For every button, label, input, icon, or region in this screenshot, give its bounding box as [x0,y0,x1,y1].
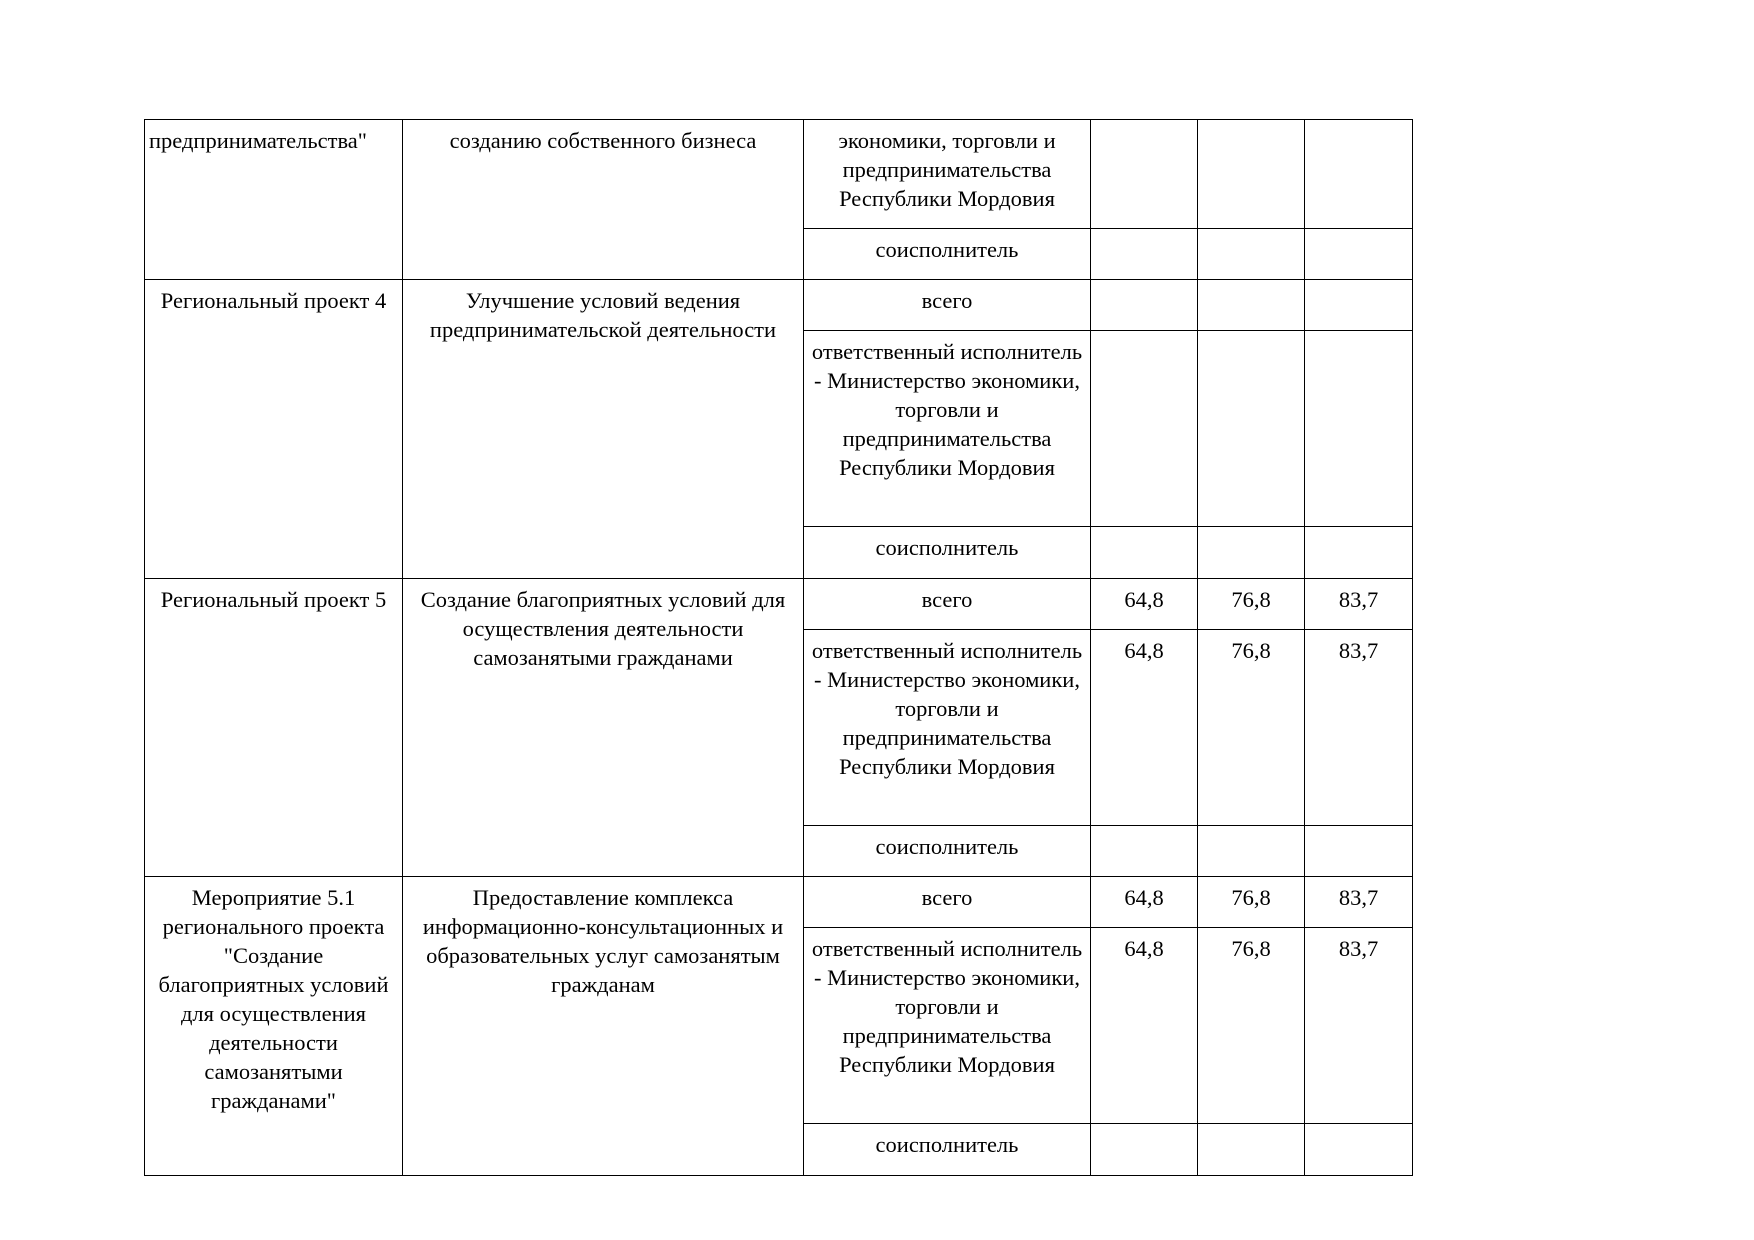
executor-cell: ответственный исполнитель - Министерство экономики, торговли и предпринимательства Республики Мордовия [804,630,1091,826]
table-row [145,280,1413,331]
value-cell [1305,1124,1413,1176]
value-cell: 64,8 [1091,877,1198,928]
item-title-cell: Улучшение условий ведения предпринимательской деятельности [403,280,804,579]
value-cell [1305,527,1413,579]
value-cell [1091,331,1198,527]
value-cell [1198,826,1305,877]
value-cell [1198,1124,1305,1176]
executor-cell: соисполнитель [804,229,1091,280]
table-row [145,579,1413,630]
value-cell [1305,331,1413,527]
value-cell: 64,8 [1091,579,1198,630]
budget-table [144,119,1413,1176]
item-title-cell: Создание благоприятных условий для осуществления деятельности самозанятыми гражданами [403,579,804,877]
value-cell [1198,331,1305,527]
executor-cell: соисполнитель [804,1124,1091,1176]
value-cell [1305,280,1413,331]
value-cell [1198,120,1305,229]
executor-cell: соисполнитель [804,826,1091,877]
executor-cell: всего [804,877,1091,928]
value-cell [1305,229,1413,280]
value-cell [1305,826,1413,877]
executor-cell: ответственный исполнитель - Министерство экономики, торговли и предпринимательства Республики Мордовия [804,928,1091,1124]
value-cell: 83,7 [1305,579,1413,630]
item-name-cell: предпринимательства" [145,120,403,280]
value-cell: 76,8 [1198,928,1305,1124]
value-cell: 83,7 [1305,630,1413,826]
value-cell: 64,8 [1091,630,1198,826]
value-cell [1198,229,1305,280]
executor-cell: всего [804,280,1091,331]
item-name-cell: Региональный проект 5 [145,579,403,877]
item-name-cell: Мероприятие 5.1 регионального проекта "Создание благоприятных условий для осуществления деятельности самозанятыми гражданами" [145,877,403,1176]
value-cell [1091,120,1198,229]
item-name-cell: Региональный проект 4 [145,280,403,579]
executor-cell: ответственный исполнитель - Министерство экономики, торговли и предпринимательства Республики Мордовия [804,331,1091,527]
value-cell [1091,280,1198,331]
value-cell [1198,527,1305,579]
executor-cell: всего [804,579,1091,630]
value-cell [1091,1124,1198,1176]
executor-cell: соисполнитель [804,527,1091,579]
item-title-cell: Предоставление комплекса информационно-консультационных и образовательных услуг самозанятым гражданам [403,877,804,1176]
value-cell: 76,8 [1198,877,1305,928]
value-cell: 83,7 [1305,928,1413,1124]
value-cell [1305,120,1413,229]
item-title-cell: созданию собственного бизнеса [403,120,804,280]
value-cell: 76,8 [1198,630,1305,826]
table-row [145,120,1413,229]
value-cell [1091,826,1198,877]
value-cell [1091,229,1198,280]
value-cell: 83,7 [1305,877,1413,928]
table-row [145,877,1413,928]
value-cell [1091,527,1198,579]
value-cell: 64,8 [1091,928,1198,1124]
executor-cell: экономики, торговли и предпринимательства Республики Мордовия [804,120,1091,229]
value-cell: 76,8 [1198,579,1305,630]
value-cell [1198,280,1305,331]
